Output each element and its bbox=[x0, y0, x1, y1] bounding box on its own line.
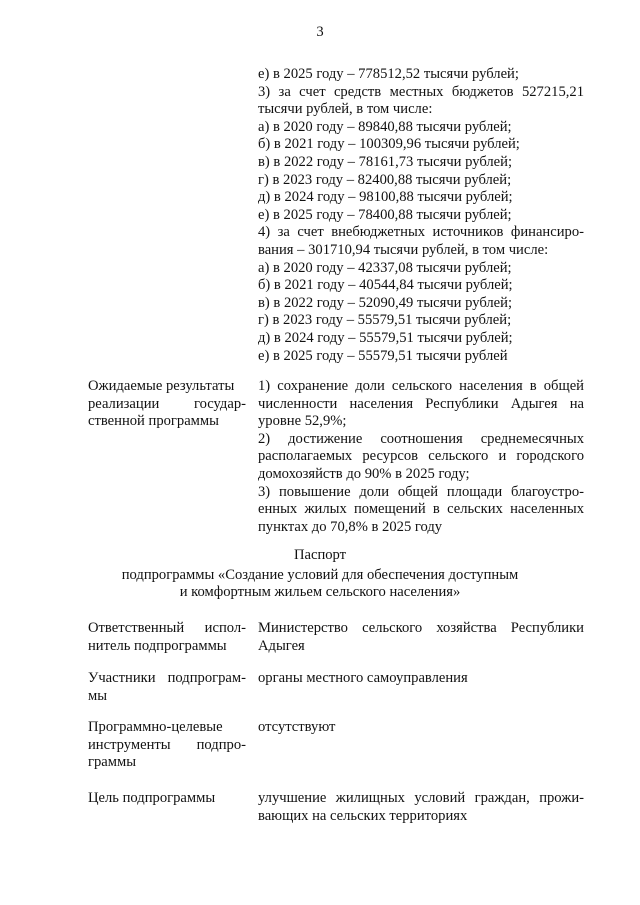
list-item: е) в 2025 году – 78400,88 тысячи рублей; bbox=[258, 206, 512, 223]
goal-label: Цель подпрограммы bbox=[88, 790, 216, 806]
responsible-executor-value: Министерство сельского хозяйства Республики Адыгея bbox=[258, 620, 584, 654]
participants-label: Участники подпрограм- мы bbox=[88, 670, 246, 704]
goal-value: улучшение жилищных условий граждан, прожи- вающих на сельских территориях bbox=[258, 790, 584, 824]
list-item: а) в 2020 году – 42337,08 тысячи рублей; bbox=[258, 259, 512, 276]
passport-subtitle-line-2: и комфортным жильем сельского населения» bbox=[179, 584, 461, 600]
page-number: 3 bbox=[316, 24, 324, 40]
list-item: д) в 2024 году – 55579,51 тысячи рублей; bbox=[258, 329, 513, 346]
list-item: г) в 2023 году – 55579,51 тысячи рублей; bbox=[258, 312, 512, 329]
list-item: б) в 2021 году – 100309,96 тысячи рублей; bbox=[258, 136, 520, 153]
expected-results-value: 1) сохранение доли сельского населения в общей численности населения Республики Адыгея на уровне 52,9%; 2) достижение соотношения среднемесячных располагаемых ресурсов сельского и городского домохозяйств до 90% в 2025 году; 3) повышение доли общей площади благоустро- енных жилых помещений в сельских населенных пунктах до 70,8% в 2025 году bbox=[258, 378, 584, 535]
passport-title: Паспорт bbox=[293, 547, 347, 563]
list-item: 3) за счет средств местных бюджетов 527215,21 bbox=[258, 83, 584, 100]
funding-sources-list bbox=[258, 66, 584, 365]
list-item: б) в 2021 году – 40544,84 тысячи рублей; bbox=[258, 277, 513, 294]
list-item: 4) за счет внебюджетных источников финансиро- bbox=[258, 224, 584, 241]
list-item: вания – 301710,94 тысячи рублей, в том числе: bbox=[258, 241, 549, 258]
list-item: а) в 2020 году – 89840,88 тысячи рублей; bbox=[258, 118, 512, 135]
responsible-executor-label: Ответственный испол- нитель подпрограммы bbox=[88, 620, 246, 654]
list-item: е) в 2025 году – 778512,52 тысячи рублей; bbox=[258, 66, 519, 82]
list-item: в) в 2022 году – 78161,73 тысячи рублей; bbox=[258, 153, 513, 170]
passport-subtitle-line-1: подпрограммы «Создание условий для обеспечения доступным bbox=[121, 567, 519, 583]
instruments-value: отсутствуют bbox=[258, 719, 336, 735]
expected-results-label: Ожидаемые результаты реализации государ- ственной программы bbox=[88, 378, 246, 430]
list-item: е) в 2025 году – 55579,51 тысячи рублей bbox=[258, 347, 508, 364]
list-item: в) в 2022 году – 52090,49 тысячи рублей; bbox=[258, 294, 513, 311]
list-item: д) в 2024 году – 98100,88 тысячи рублей; bbox=[258, 189, 513, 206]
list-item: г) в 2023 году – 82400,88 тысячи рублей; bbox=[258, 171, 512, 188]
instruments-label: Программно-целевые инструменты подпро- граммы bbox=[88, 719, 246, 771]
participants-value: органы местного самоуправления bbox=[258, 670, 468, 686]
list-item: тысячи рублей, в том числе: bbox=[258, 101, 433, 118]
